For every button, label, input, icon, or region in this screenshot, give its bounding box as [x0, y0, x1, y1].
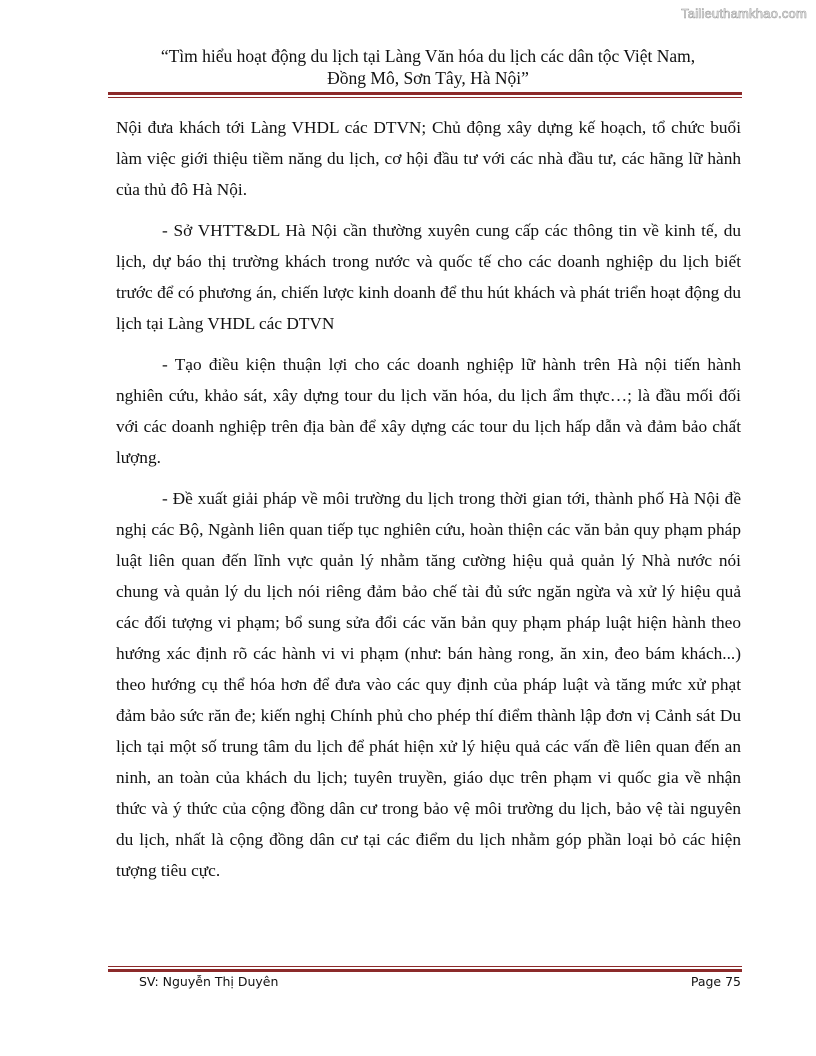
- header-title-line-2: Đồng Mô, Sơn Tây, Hà Nội”: [327, 68, 529, 88]
- paragraph-department-info: - Sở VHTT&DL Hà Nội cần thường xuyên cung cấp các thông tin về kinh tế, du lịch, dự báo thị trường khách trong nước và quốc tế cho các doanh nghiệp du lịch biết trước để có phương án, chiến lược kinh doanh để thu hút khách và phát triển hoạt động du lịch tại Làng VHDL các DTVN: [116, 221, 741, 333]
- footer-divider: [108, 966, 742, 972]
- header-title-line-1: “Tìm hiểu hoạt động du lịch tại Làng Văn hóa du lịch các dân tộc Việt Nam,: [160, 46, 696, 66]
- paragraph-environment-solutions: - Đề xuất giải pháp về môi trường du lịch trong thời gian tới, thành phố Hà Nội đề nghị các Bộ, Ngành liên quan tiếp tục nghiên cứu, hoàn thiện các văn bản quy phạm pháp luật liên quan đến lĩnh vực quản lý nhằm tăng cường hiệu quả quản lý Nhà nước nói chung và quản lý du lịch nói riêng đảm bảo chế tài đủ sức ngăn ngừa và xử lý hiệu quả các đối tượng vi phạm; bổ sung sửa đổi các văn bản quy phạm pháp luật hiện hành theo hướng xác định rõ các hành vi vi phạm (như: bán hàng rong, ăn xin, đeo bám khách...) theo hướng cụ thể hóa hơn để đưa vào các quy định của pháp luật và tăng mức xử phạt đảm bảo sức răn đe; kiến nghị Chính phủ cho phép thí điểm thành lập đơn vị Cảnh sát Du lịch tại một số trung tâm du lịch để phát hiện xử lý hiệu quả các vấn đề liên quan đến an ninh, an toàn của khách du lịch; tuyên truyền, giáo dục trên phạm vi quốc gia về nhận thức và ý thức của cộng đồng dân cư trong bảo vệ môi trường du lịch, bảo vệ tài nguyên du lịch, nhất là cộng đồng dân cư tại các điểm du lịch nhằm góp phần loại bỏ các hiện tượng tiêu cực.: [116, 489, 741, 880]
- header-divider: [108, 92, 742, 98]
- document-body: [116, 112, 741, 896]
- page-header: [116, 45, 740, 89]
- watermark-text: Tailieuthamkhao.com: [681, 6, 807, 21]
- footer-author: SV: Nguyễn Thị Duyên: [139, 974, 279, 989]
- paragraph-travel-business-support: - Tạo điều kiện thuận lợi cho các doanh nghiệp lữ hành trên Hà nội tiến hành nghiên cứu, khảo sát, xây dựng tour du lịch văn hóa, du lịch ẩm thực…; là đầu mối đối với các doanh nghiệp trên địa bàn để xây dựng các tour du lịch hấp dẫn và đảm bảo chất lượng.: [116, 355, 741, 467]
- paragraph-continuation: Nội đưa khách tới Làng VHDL các DTVN; Chủ động xây dựng kế hoạch, tổ chức buổi làm việc giới thiệu tiềm năng du lịch, cơ hội đầu tư với các nhà đầu tư, các hãng lữ hành của thủ đô Hà Nội.: [116, 118, 741, 199]
- page-footer: [139, 974, 741, 989]
- footer-page-number: Page 75: [690, 974, 741, 989]
